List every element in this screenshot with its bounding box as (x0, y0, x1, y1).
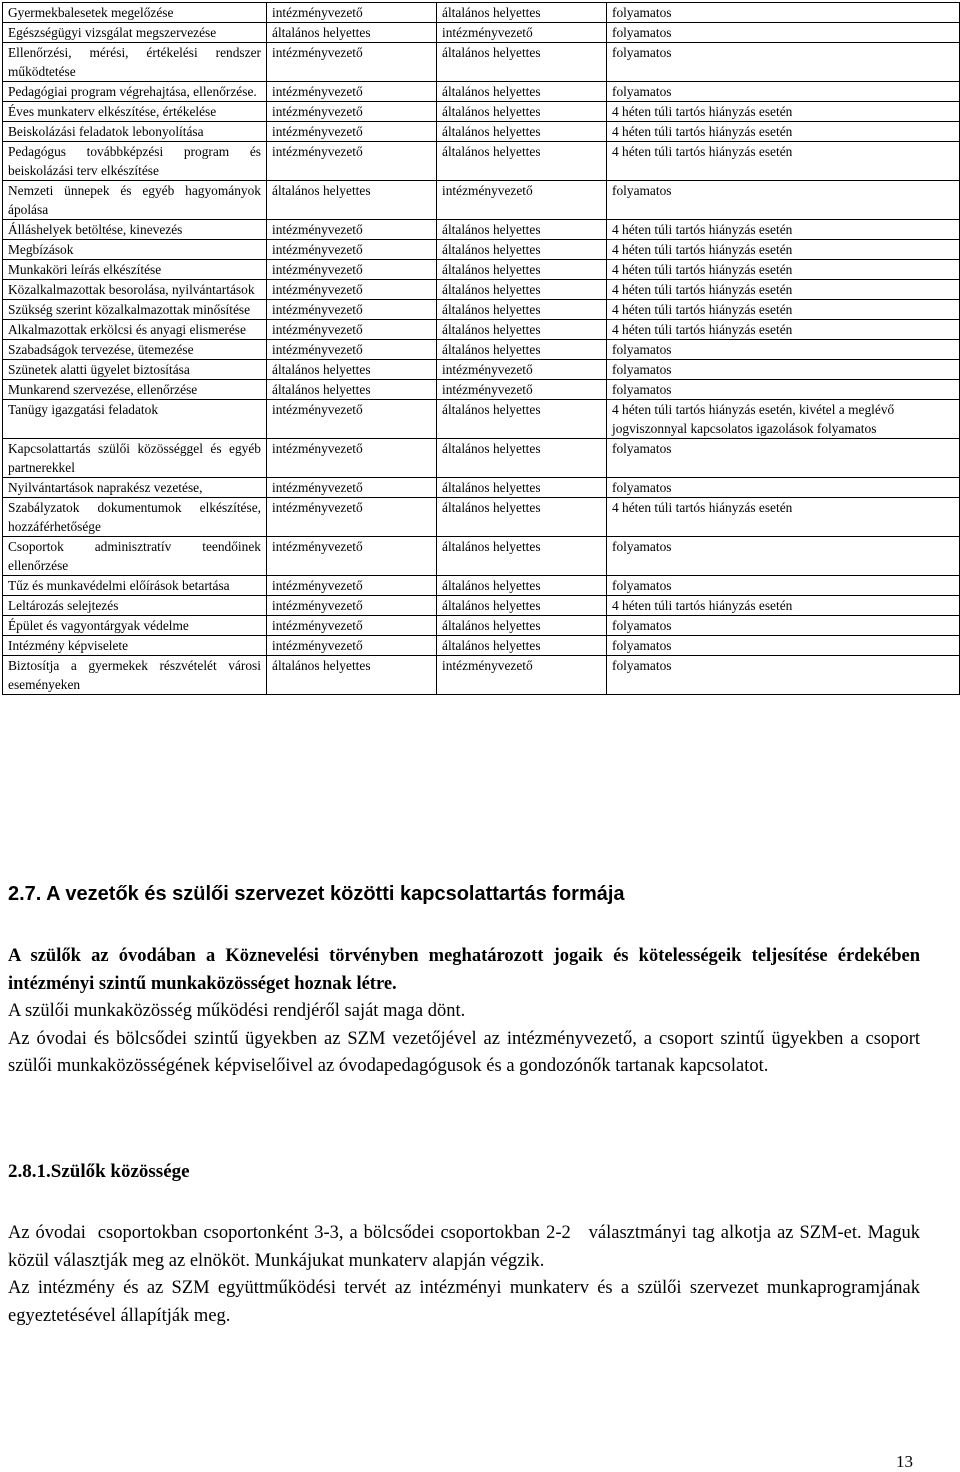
task-cell: Beiskolázási feladatok lebonyolítása (3, 122, 267, 142)
condition-cell: 4 héten túli tartós hiányzás esetén (607, 320, 960, 340)
responsible-cell: intézményvezető (267, 400, 437, 439)
deputy-cell: általános helyettes (437, 340, 607, 360)
table-row (3, 400, 960, 439)
task-cell: Ellenőrzési, mérési, értékelési rendszer működtetése (3, 43, 267, 82)
responsible-cell: általános helyettes (267, 380, 437, 400)
condition-cell: folyamatos (607, 656, 960, 695)
condition-cell: folyamatos (607, 82, 960, 102)
condition-cell: folyamatos (607, 3, 960, 23)
deputy-cell: általános helyettes (437, 537, 607, 576)
task-cell: Munkarend szervezése, ellenőrzése (3, 380, 267, 400)
task-cell: Munkaköri leírás elkészítése (3, 260, 267, 280)
task-cell: Szabadságok tervezése, ütemezése (3, 340, 267, 360)
responsible-cell: intézményvezető (267, 3, 437, 23)
deputy-cell: általános helyettes (437, 43, 607, 82)
condition-cell: folyamatos (607, 616, 960, 636)
section-heading-2-8-1: 2.8.1.Szülők közössége (8, 1161, 190, 1182)
deputy-cell: általános helyettes (437, 498, 607, 537)
task-cell: Tűz és munkavédelmi előírások betartása (3, 576, 267, 596)
table-row (3, 260, 960, 280)
table-row (3, 537, 960, 576)
task-cell: Nemzeti ünnepek és egyéb hagyományok ápolása (3, 181, 267, 220)
bold-paragraph: A szülők az óvodában a Köznevelési törvényben meghatározott jogaik és kötelességeik teljesítése érdekében intézményi szintű munkaközösséget hoznak létre. (8, 946, 920, 994)
condition-cell: folyamatos (607, 340, 960, 360)
deputy-cell: általános helyettes (437, 142, 607, 181)
condition-cell: 4 héten túli tartós hiányzás esetén (607, 220, 960, 240)
condition-cell: folyamatos (607, 360, 960, 380)
task-cell: Pedagógiai program végrehajtása, ellenőrzése. (3, 82, 267, 102)
deputy-cell: általános helyettes (437, 478, 607, 498)
condition-cell: folyamatos (607, 576, 960, 596)
deputy-cell: általános helyettes (437, 240, 607, 260)
task-cell: Biztosítja a gyermekek részvételét városi eseményeken (3, 656, 267, 695)
table-row (3, 82, 960, 102)
condition-cell: 4 héten túli tartós hiányzás esetén (607, 498, 960, 537)
condition-cell: 4 héten túli tartós hiányzás esetén (607, 596, 960, 616)
responsible-cell: intézményvezető (267, 340, 437, 360)
task-cell: Egészségügyi vizsgálat megszervezése (3, 23, 267, 43)
paragraph: Az intézmény és az SZM együttműködési tervét az intézményi munkaterv és a szülői szervezet munkaprogramjának egyeztetésével állapítják meg. (8, 1278, 920, 1326)
table-row (3, 636, 960, 656)
section-heading-2-7: 2.7. A vezetők és szülői szervezet közötti kapcsolattartás formája (8, 883, 625, 905)
responsible-cell: intézményvezető (267, 43, 437, 82)
table-row (3, 498, 960, 537)
deputy-cell: intézményvezető (437, 181, 607, 220)
condition-cell: 4 héten túli tartós hiányzás esetén (607, 280, 960, 300)
table-row (3, 300, 960, 320)
table-row (3, 360, 960, 380)
responsible-cell: intézményvezető (267, 102, 437, 122)
responsible-cell: intézményvezető (267, 320, 437, 340)
table-row (3, 240, 960, 260)
condition-cell: folyamatos (607, 43, 960, 82)
condition-cell: 4 héten túli tartós hiányzás esetén (607, 300, 960, 320)
responsible-cell: intézményvezető (267, 280, 437, 300)
task-cell: Éves munkaterv elkészítése, értékelése (3, 102, 267, 122)
table-row (3, 220, 960, 240)
condition-cell: folyamatos (607, 636, 960, 656)
deputy-cell: általános helyettes (437, 636, 607, 656)
responsible-cell: intézményvezető (267, 220, 437, 240)
responsible-cell: intézményvezető (267, 576, 437, 596)
deputy-cell: általános helyettes (437, 102, 607, 122)
table-row (3, 596, 960, 616)
task-cell: Szünetek alatti ügyelet biztosítása (3, 360, 267, 380)
deputy-cell: általános helyettes (437, 3, 607, 23)
responsible-cell: intézményvezető (267, 537, 437, 576)
responsible-cell: intézményvezető (267, 82, 437, 102)
deputy-cell: általános helyettes (437, 400, 607, 439)
task-cell: Megbízások (3, 240, 267, 260)
responsible-cell: intézményvezető (267, 240, 437, 260)
task-cell: Tanügy igazgatási feladatok (3, 400, 267, 439)
table-row (3, 478, 960, 498)
responsibility-table (2, 2, 960, 695)
responsible-cell: általános helyettes (267, 23, 437, 43)
condition-cell: folyamatos (607, 439, 960, 478)
table-row (3, 43, 960, 82)
table-row (3, 656, 960, 695)
deputy-cell: általános helyettes (437, 260, 607, 280)
table-row (3, 181, 960, 220)
table-row (3, 23, 960, 43)
deputy-cell: általános helyettes (437, 439, 607, 478)
deputy-cell: általános helyettes (437, 616, 607, 636)
responsible-cell: intézményvezető (267, 478, 437, 498)
condition-cell: folyamatos (607, 478, 960, 498)
deputy-cell: általános helyettes (437, 82, 607, 102)
condition-cell: folyamatos (607, 23, 960, 43)
condition-cell: 4 héten túli tartós hiányzás esetén (607, 142, 960, 181)
table-row (3, 340, 960, 360)
table-row (3, 3, 960, 23)
table-row (3, 142, 960, 181)
table-row (3, 439, 960, 478)
condition-cell: 4 héten túli tartós hiányzás esetén (607, 102, 960, 122)
deputy-cell: általános helyettes (437, 122, 607, 142)
task-cell: Gyermekbalesetek megelőzése (3, 3, 267, 23)
deputy-cell: intézményvezető (437, 23, 607, 43)
task-cell: Kapcsolattartás szülői közösséggel és egyéb partnerekkel (3, 439, 267, 478)
table-row (3, 576, 960, 596)
responsible-cell: intézményvezető (267, 260, 437, 280)
deputy-cell: intézményvezető (437, 360, 607, 380)
paragraph: Az óvodai csoportokban csoportonként 3-3, a bölcsődei csoportokban 2-2 választmányi tag alkotja az SZM-et. Maguk közül választják meg az elnököt. Munkájukat munkaterv alapján végzik. (8, 1223, 925, 1271)
responsible-cell: intézményvezető (267, 439, 437, 478)
task-cell: Közalkalmazottak besorolása, nyilvántartások (3, 280, 267, 300)
table-row (3, 280, 960, 300)
paragraph: A szülői munkaközösség működési rendjéről saját maga dönt. (8, 1001, 466, 1021)
deputy-cell: intézményvezető (437, 380, 607, 400)
responsible-cell: általános helyettes (267, 181, 437, 220)
task-cell: Alkalmazottak erkölcsi és anyagi elismerése (3, 320, 267, 340)
page-number: 13 (896, 1452, 913, 1471)
responsible-cell: általános helyettes (267, 360, 437, 380)
table-row (3, 320, 960, 340)
responsible-cell: intézményvezető (267, 596, 437, 616)
task-cell: Intézmény képviselete (3, 636, 267, 656)
responsible-cell: intézményvezető (267, 616, 437, 636)
section-2-8-1-body (8, 1220, 925, 1330)
task-cell: Leltározás selejtezés (3, 596, 267, 616)
condition-cell: 4 héten túli tartós hiányzás esetén (607, 260, 960, 280)
task-cell: Szabályzatok dokumentumok elkészítése, hozzáférhetősége (3, 498, 267, 537)
responsible-cell: általános helyettes (267, 656, 437, 695)
condition-cell: 4 héten túli tartós hiányzás esetén (607, 122, 960, 142)
deputy-cell: általános helyettes (437, 220, 607, 240)
task-cell: Épület és vagyontárgyak védelme (3, 616, 267, 636)
condition-cell: folyamatos (607, 181, 960, 220)
task-cell: Szükség szerint közalkalmazottak minősítése (3, 300, 267, 320)
table-row (3, 616, 960, 636)
task-cell: Álláshelyek betöltése, kinevezés (3, 220, 267, 240)
task-cell: Csoportok adminisztratív teendőinek ellenőrzése (3, 537, 267, 576)
condition-cell: folyamatos (607, 380, 960, 400)
task-cell: Nyilvántartások naprakész vezetése, (3, 478, 267, 498)
responsible-cell: intézményvezető (267, 142, 437, 181)
table-row (3, 380, 960, 400)
deputy-cell: intézményvezető (437, 656, 607, 695)
condition-cell: folyamatos (607, 537, 960, 576)
responsibility-table-body (3, 3, 960, 695)
deputy-cell: általános helyettes (437, 576, 607, 596)
deputy-cell: általános helyettes (437, 300, 607, 320)
responsible-cell: intézményvezető (267, 300, 437, 320)
deputy-cell: általános helyettes (437, 320, 607, 340)
condition-cell: 4 héten túli tartós hiányzás esetén (607, 240, 960, 260)
deputy-cell: általános helyettes (437, 280, 607, 300)
table-row (3, 122, 960, 142)
paragraph: Az óvodai és bölcsődei szintű ügyekben az SZM vezetőjével az intézményvezető, a csoport szintű ügyekben a csoport szülői munkaközösségének képviselőivel az óvodapedagógusok és a gondozónők tartanak kapcsolatot. (8, 1028, 920, 1076)
responsible-cell: intézményvezető (267, 498, 437, 537)
deputy-cell: általános helyettes (437, 596, 607, 616)
responsible-cell: intézményvezető (267, 636, 437, 656)
responsible-cell: intézményvezető (267, 122, 437, 142)
condition-cell: 4 héten túli tartós hiányzás esetén, kivétel a meglévő jogviszonnyal kapcsolatos igazolások folyamatos (607, 400, 960, 439)
section-2-7-body (8, 943, 920, 1081)
table-row (3, 102, 960, 122)
task-cell: Pedagógus továbbképzési program és beiskolázási terv elkészítése (3, 142, 267, 181)
